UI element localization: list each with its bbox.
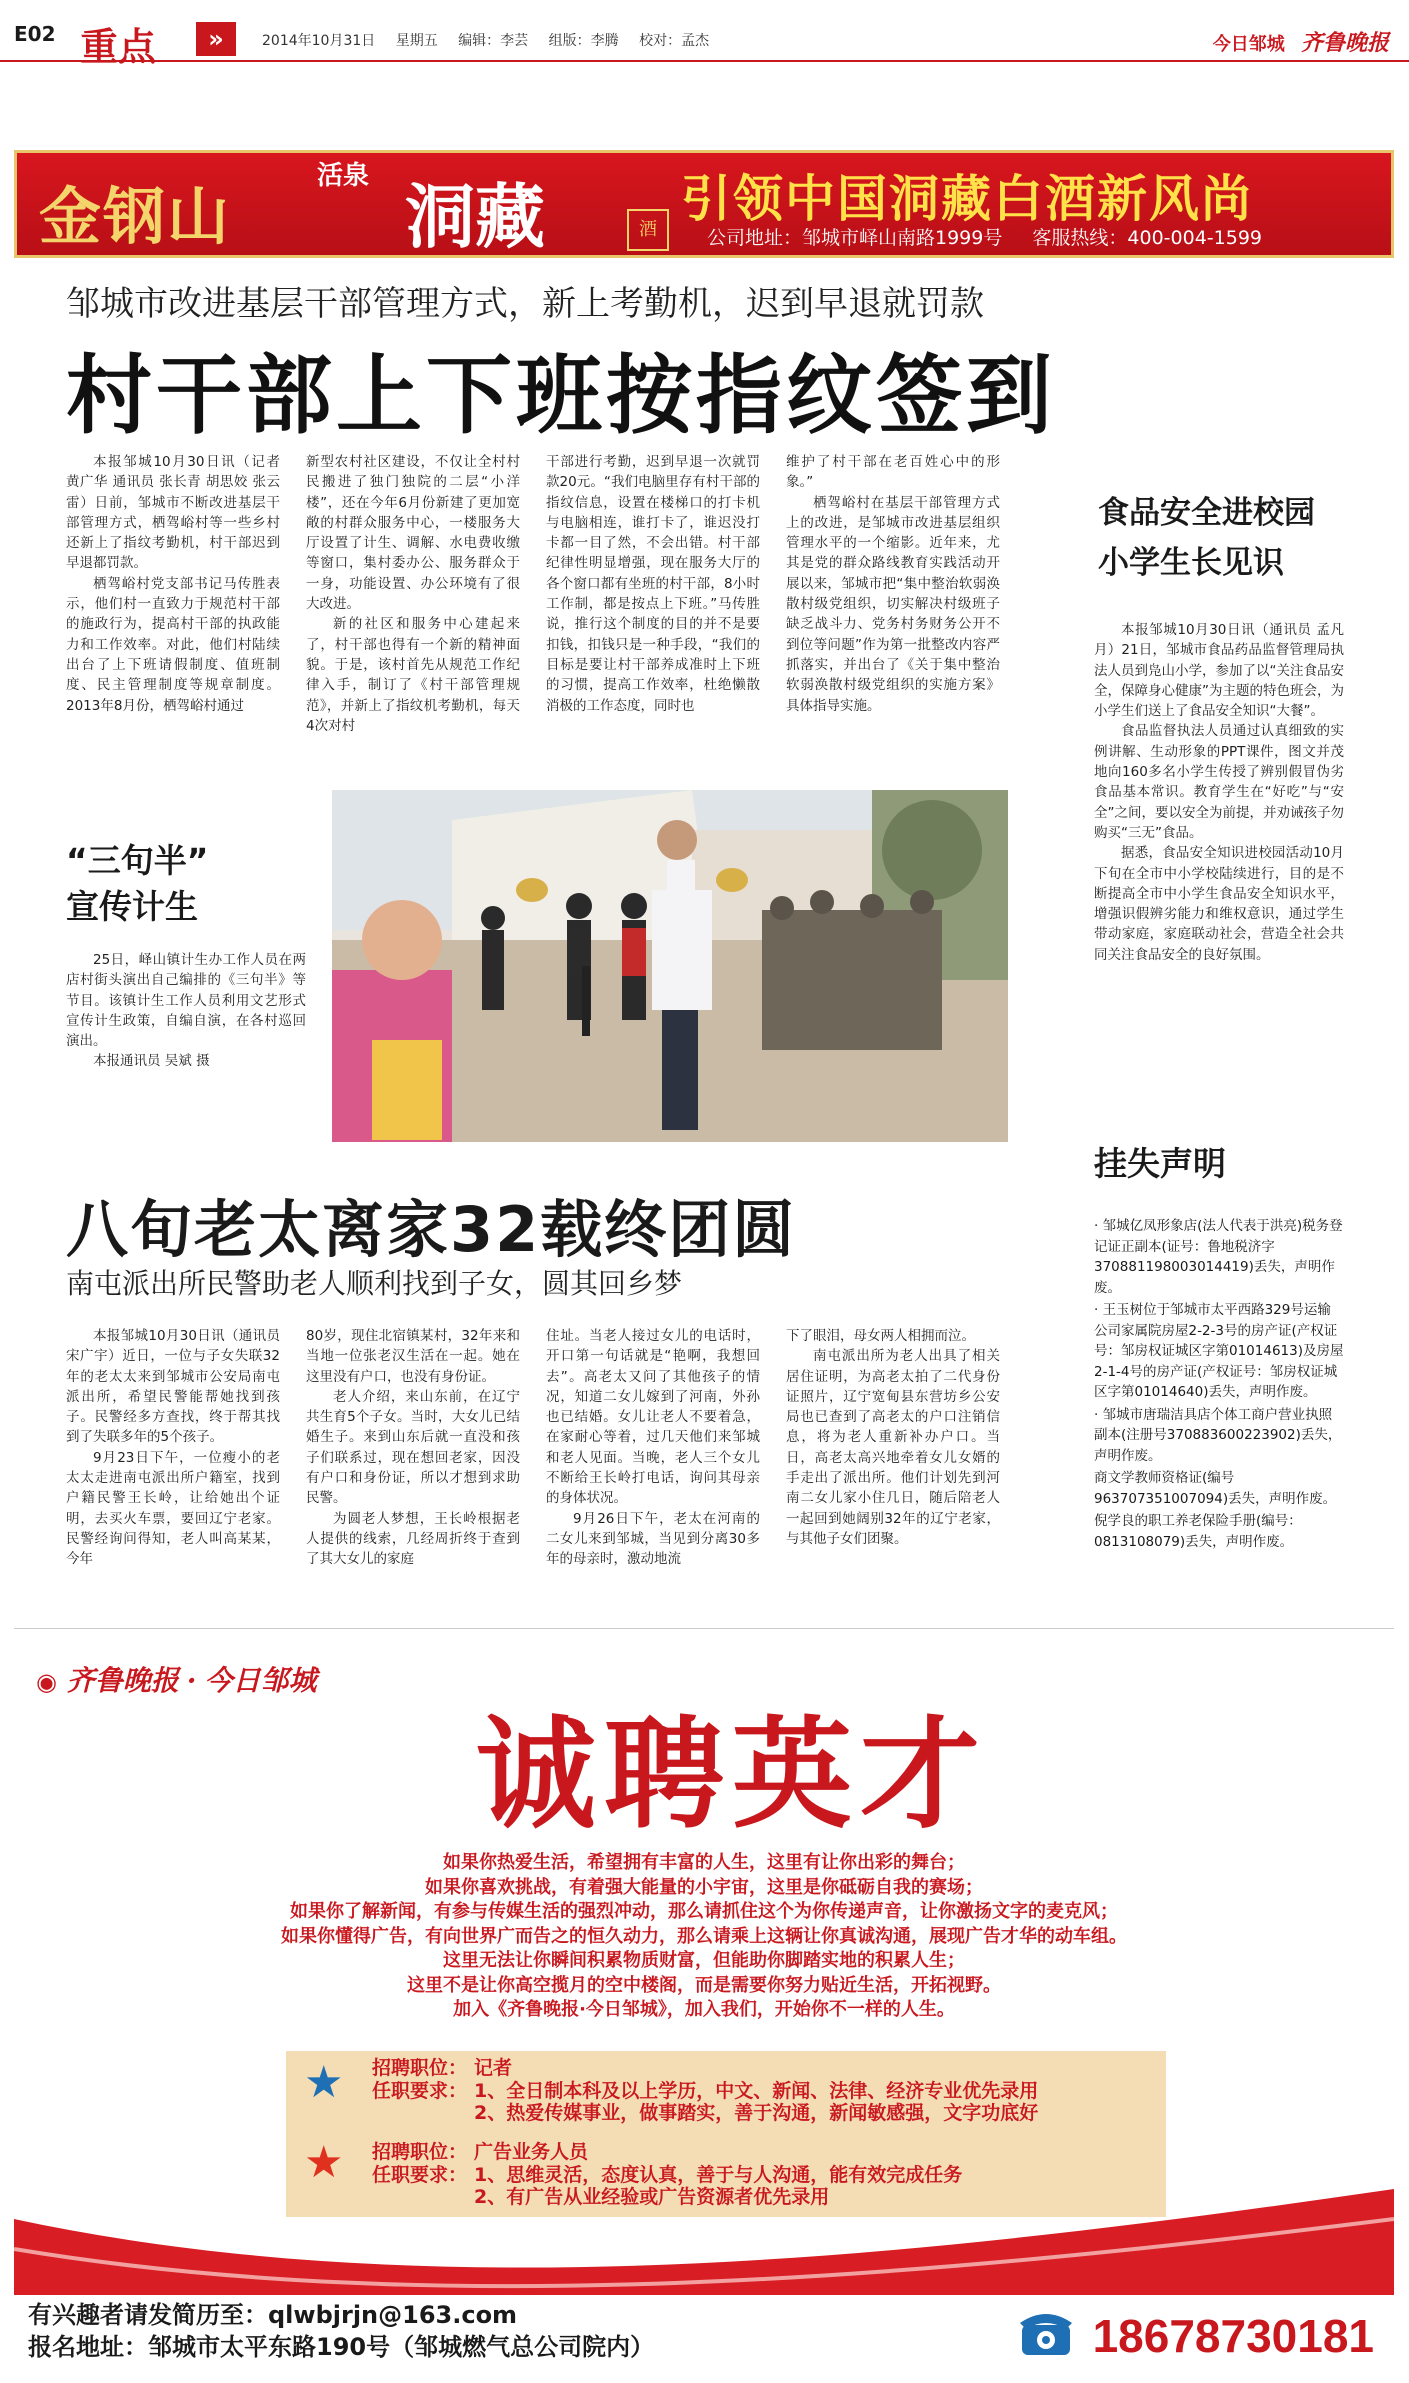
job-requirement: 1、思维灵活，态度认真，善于与人沟通，能有效完成任务: [474, 2163, 963, 2186]
paragraph: 9月23日下午，一位瘦小的老太太走进南屯派出所户籍室，找到户籍民警王长岭，让给她出个证明，去买火车票，要回辽宁老家。民警经询问得知，老人叫高某某，今年: [66, 1449, 280, 1568]
recruit-intro: [164, 1851, 1244, 2023]
intro-line: 如果你喜欢挑战，有着强大能量的小宇宙，这里是你砥砺自我的赛场；: [425, 1876, 983, 1898]
brand-paper-logo: 齐鲁晚报: [1300, 30, 1389, 56]
intro-line: 这里不是让你高空揽月的空中楼阁，而是需要你努力贴近生活，开拓视野。: [407, 1974, 1001, 1996]
paragraph: 据悉，食品安全知识进校园活动10月下旬在全市中小学校陆续进行，目的是不断提高全市中小学生食品安全知识水平，增强识假辨劣能力和维权意识，通过学生带动家庭，家庭联动社会，营造全社会共同关注食品安全的良好氛围。: [1094, 845, 1344, 963]
issue-meta: [262, 30, 725, 50]
job-position: 广告业务人员: [474, 2141, 589, 2163]
paragraph: 栖驾峪村党支部书记马传胜表示，他们村一直致力于规范村干部的施政行为，提高村干部的执政能力和工作效率。对此，他们村陆续出台了上下班请假制度、值班制度、民主管理制度等规章制度。2013年8月份，栖驾峪村通过: [66, 575, 280, 714]
recruitment-ad[interactable]: [14, 1628, 1394, 2370]
notice-item: 倪学良的职工养老保险手册(编号：0813108079)丢失，声明作废。: [1094, 1513, 1302, 1550]
photo-illustration: [332, 790, 1008, 1142]
paragraph: 维护了村干部在老百姓心中的形象。”: [786, 454, 1000, 491]
second-column-1: [66, 1326, 280, 1570]
telephone-icon: [1016, 2303, 1076, 2359]
intro-line: 如果你了解新闻，有参与传媒生活的强烈冲动，那么请抓住这个为你传递声音，让你激扬文字的麦克风；: [290, 1901, 1118, 1922]
intro-line: 加入《齐鲁晚报·今日邹城》，加入我们，开始你不一样的人生。: [453, 1999, 955, 2020]
paragraph: 本报邹城10月30日讯（记者 黄广华 通讯员 张长青 胡思姣 张云雷）日前，邹城市不断改进基层干部管理方式，栖驾峪村等一些乡村还新上了指纹考勤机，村干部迟到早退都罚款。: [66, 454, 280, 572]
recruit-paper-name: 齐鲁晚报: [66, 1664, 179, 1697]
title-line: 小学生长见识: [1098, 545, 1284, 581]
blue-star-icon: ★: [304, 2057, 344, 2108]
recruit-contact-bar: [14, 2295, 1394, 2370]
paragraph: 新型农村社区建设，不仅让全村村民搬进了独门独院的二层“小洋楼”，还在今年6月份新建了更加宽敞的村群众服务中心，一楼服务大厅设置了计生、调解、水电费收缴等窗口，集村委办公、服务群众于一身，功能设置、办公环境有了很大改进。: [306, 454, 520, 613]
food-story-title: [1098, 488, 1378, 588]
paragraph: 干部进行考勤，迟到早退一次就罚款20元。“我们电脑里存有村干部的指纹信息，设置在楼梯口的打卡机与电脑相连，谁打卡了，谁迟没打卡都一目了然，不会出错。村干部纪律性明显增强，现在服务大厅的各个窗口都有坐班的村干部，8小时工作制，都是按点上下班。”马传胜说，推行这个制度的目的并不是要扣钱，扣钱只是一种手段，“我们的目标是要让村干部养成准时上下班的习惯，提高工作效率，杜绝懒散消极的工作态度，同时也: [546, 454, 760, 714]
ad-slogan: 引领中国洞藏白酒新风尚: [681, 170, 1253, 228]
recruit-title: 诚聘英才: [476, 1704, 988, 1845]
liquor-banner-ad[interactable]: [14, 150, 1394, 258]
paragraph: 本报邹城10月30日讯（通讯员 宋广宇）近日，一位与子女失联32年的老太太来到邹城市公安局南屯派出所，希望民警能帮她找到孩子。民警经多方查找，终于帮其找到了失联多年的5个孩子。: [66, 1328, 280, 1446]
recruit-city-name: 今日邹城: [204, 1664, 317, 1697]
title-line: “三句半”: [66, 841, 209, 880]
job-requirement: 1、全日制本科及以上学历，中文、新闻、法律、经济专业优先录用: [474, 2079, 1039, 2102]
editor-credit: 编辑：李芸: [458, 33, 529, 49]
paragraph: 本报邹城10月30日讯（通讯员 孟凡月）21日，邹城市食品药品监督管理局执法人员到凫山小学，参加了以“关注食品安全，保障身心健康”为主题的特色班会，为小学生们送上了食品安全知识“大餐”。: [1094, 622, 1344, 720]
job-position-label: 招聘职位：: [372, 2141, 468, 2163]
lead-column-3: [546, 452, 760, 716]
notice-item: · 邹城市唐瑞洁具店个体工商户营业执照副本(注册号370883600223902)丢失，声明作废。: [1094, 1406, 1342, 1464]
paragraph: 80岁，现住北宿镇某村，32年来和当地一位张老汉生活在一起。她在这里没有户口，也没有身份证。: [306, 1328, 520, 1385]
layout-credit: 组版：李腾: [548, 33, 619, 49]
paragraph: 为圆老人梦想，王长岭根据老人提供的线索，几经周折终于查到了其大女儿的家庭: [306, 1510, 520, 1568]
news-photo: [332, 790, 1008, 1142]
ad-hotline: 客服热线：400-004-1599: [1032, 227, 1263, 249]
side-story-body: [66, 950, 306, 1072]
lead-column-4: [786, 452, 1000, 716]
intro-line: 如果你懂得广告，有向世界广而告之的恒久动力，那么请乘上这辆让你真诚沟通，展现广告才华的动车组。: [281, 1925, 1127, 1947]
job-requirements-label: 任职要求：: [372, 2163, 468, 2186]
notice-item: · 邹城亿凤形象店(法人代表于洪亮)税务登记证正副本(证号：鲁地税济字370881198003014419)丢失，声明作废。: [1094, 1218, 1343, 1296]
recruit-contact: [28, 2299, 654, 2363]
lost-notice-title: 挂失声明: [1094, 1144, 1226, 1183]
title-line: 宣传计生: [66, 887, 198, 926]
red-swoosh-decoration: [14, 2189, 1394, 2299]
logo-separator: ·: [186, 1664, 197, 1697]
intro-line: 这里无法让你瞬间积累物质财富，但能助你脚踏实地的积累人生；: [443, 1950, 965, 1971]
second-subhead: 南屯派出所民警助老人顺利找到子女，圆其回乡梦: [66, 1267, 683, 1300]
proof-credit: 校对：孟杰: [639, 33, 710, 49]
issue-weekday: 星期五: [395, 33, 438, 49]
second-column-3: [546, 1326, 760, 1570]
ad-brand-big: 洞藏: [405, 175, 545, 258]
brand-city: 今日邹城: [1212, 34, 1285, 55]
red-star-icon: ★: [304, 2137, 344, 2188]
photo-credit: 本报通讯员 吴斌 摄: [93, 1053, 210, 1070]
side-story-title: [66, 838, 306, 930]
section-title: 重点: [80, 24, 157, 69]
page-number: E02: [14, 22, 56, 46]
paragraph: 食品监督执法人员通过认真细致的实例讲解、生动形象的PPT课件，图文并茂地向160多名小学生传授了辨别假冒伪劣食品基本常识。教育学生在“好吃”与“安全”之间，要以安全为前提，并劝诫孩子勿购买“三无”食品。: [1094, 723, 1344, 841]
masthead-brand: [1213, 26, 1389, 57]
paragraph: 南屯派出所为老人出具了相关居住证明，为高老太拍了二代身份证照片，辽宁宽甸县东营坊乡公安局也已查到了高老太的户口注销信息，将为老人重新补办户口。当日，高老太高兴地牵着女儿女婿的手走出了派出所。他们计划先到河南二女儿家小住几日，随后陪老人一起回到她阔别32年的辽宁老家，与其他子女们团聚。: [786, 1348, 1000, 1547]
ad-seal: 酒: [627, 209, 669, 251]
ad-address: 公司地址：邹城市峄山南路1999号: [707, 227, 1003, 249]
chevron-right-icon: »: [196, 22, 236, 56]
job-requirement: 2、有广告从业经验或广告资源者优先录用: [474, 2186, 830, 2208]
job-position-label: 招聘职位：: [372, 2057, 468, 2079]
lost-notice-list: [1094, 1216, 1344, 1554]
second-column-2: [306, 1326, 520, 1570]
recruit-phone[interactable]: 18678730181: [1092, 2310, 1374, 2362]
notice-item: · 王玉树位于邹城市太平西路329号运输公司家属院房屋2-2-3号的房产证(产权证号：邹房权证城区字第01014613)及房屋2-1-4号的房产证(产权证号：邹房权证城区字第01014640)丢失，声明作废。: [1094, 1302, 1344, 1400]
job-requirement: 2、热爱传媒事业，做事踏实，善于沟通，新闻敏感强，文字功底好: [474, 2102, 1039, 2124]
second-column-4: [786, 1326, 1000, 1549]
ad-contact: [707, 223, 1286, 250]
ad-brand: 金钢山: [39, 180, 232, 253]
lead-column-1: [66, 452, 280, 716]
lead-kicker: 邹城市改进基层干部管理方式，新上考勤机，迟到早退就罚款: [66, 284, 984, 324]
issue-date: 2014年10月31日: [262, 33, 376, 49]
paragraph: 25日，峄山镇计生办工作人员在两店村街头演出自己编排的《三句半》等节目。该镇计生工作人员利用文艺形式宣传计生政策，自编自演，在各村巡回演出。: [66, 952, 306, 1050]
lead-column-2: [306, 452, 520, 736]
intro-line: 如果你热爱生活，希望拥有丰富的人生，这里有让你出彩的舞台；: [443, 1852, 965, 1873]
paragraph: 住址。当老人接过女儿的电话时，开口第一句话就是“艳啊，我想回去”。高老太又问了其他孩子的情况，知道二女儿嫁到了河南，外孙也已结婚。女儿让老人不要着急，在家耐心等着，过几天他们来邹城和老人见面。当晚，老人三个女儿不断给王长岭打电话，询问其母亲的身体状况。: [546, 1328, 760, 1507]
job-position: 记者: [474, 2057, 513, 2079]
paragraph: 老人介绍，来山东前，在辽宁共生育5个子女。当时，大女儿已结婚生子。来到山东后就一直没和孩子们联系过，现在想回老家，因没有户口和身份证，所以才想到求助民警。: [306, 1388, 520, 1507]
food-story-body: [1094, 620, 1344, 965]
recruit-logo: [36, 1659, 316, 1699]
lead-headline: 村干部上下班按指纹签到: [66, 346, 1056, 446]
ad-brand-small: 活泉: [317, 161, 370, 191]
logo-mark-icon: ◉: [36, 1667, 57, 1696]
second-headline: 八旬老太离家32载终团圆: [66, 1193, 797, 1266]
paragraph: 栖驾峪村在基层干部管理方式上的改进，是邹城市改进基层组织管理水平的一个缩影。近年来，尤其是党的群众路线教育实践活动开展以来，邹城市把“集中整治软弱涣散村级党组织，切实解决村级班子缺乏战斗力、党务村务财务公开不到位等问题”作为第一批整改内容严抓落实，并出台了《关于集中整治软弱涣散村级党组织的实施方案》具体指导实施。: [786, 494, 1000, 714]
job-reporter: [372, 2057, 1038, 2125]
title-line: 食品安全进校园: [1098, 495, 1315, 531]
paragraph: 9月26日下午，老太在河南的二女儿来到邹城，当见到分离30多年的母亲时，激动地流: [546, 1510, 760, 1568]
contact-address: 报名地址：邹城市太平东路190号（邹城燃气总公司院内）: [28, 2333, 655, 2361]
job-requirements-label: 任职要求：: [372, 2079, 468, 2102]
paragraph: 新的社区和服务中心建起来了，村干部也得有一个新的精神面貌。于是，该村首先从规范工作纪律入手，制订了《村干部管理规范》，并新上了指纹机考勤机，每天4次对村: [306, 616, 520, 734]
notice-item: 商文学教师资格证(编号963707351007094)丢失，声明作废。: [1094, 1470, 1337, 1507]
paragraph: 下了眼泪，母女两人相拥而泣。: [786, 1328, 975, 1344]
page-header: [0, 0, 1409, 69]
contact-email[interactable]: 有兴趣者请发简历至：qlwbjrjn@163.com: [28, 2301, 518, 2329]
